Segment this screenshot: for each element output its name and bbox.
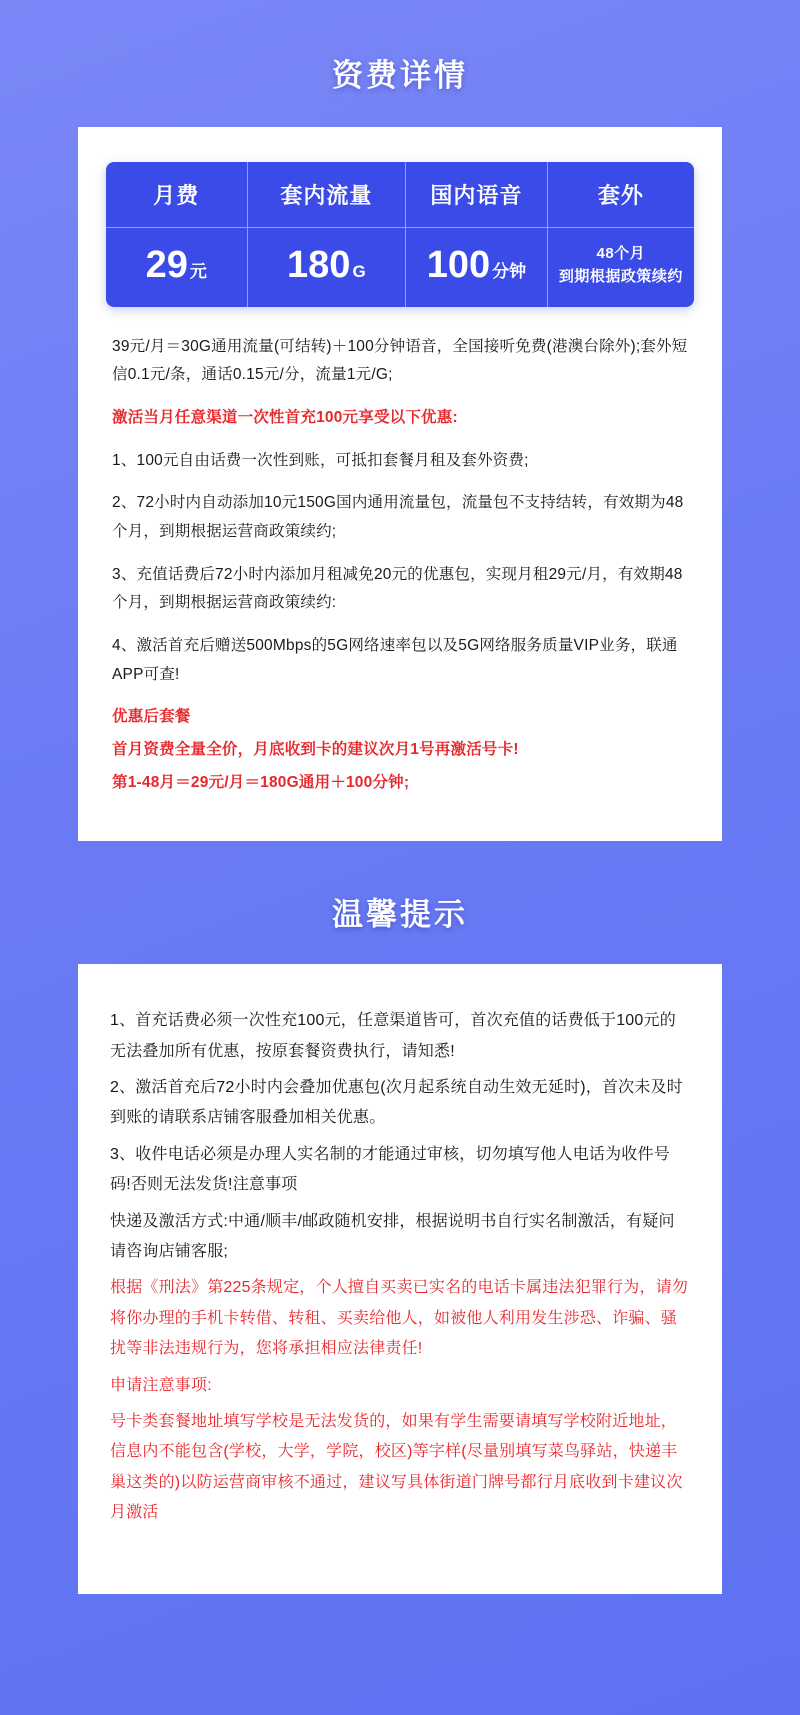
fee-card [78,127,722,841]
fee-paragraph-1: 激活当月任意渠道一次性首充100元享受以下优惠: [112,408,458,426]
value-monthly-fee: 29 [145,243,188,286]
page-title-tips: 温馨提示 [332,897,468,933]
unit-voice: 分钟 [492,261,527,281]
tips-paragraph-3: 快递及激活方式:中通/顺丰/邮政随机安排，根据说明书自行实名制激活，有疑问请咨询店铺客服; [110,1212,675,1260]
tips-description [110,1006,690,1528]
fee-paragraph-2: 1、100元自由话费一次性到账，可抵扣套餐月租及套外资费; [112,451,529,469]
column-header-voice: 国内语音 [406,162,548,228]
value-voice: 100 [426,243,491,286]
plan-table-header-row [106,162,694,228]
value-outside-line1: 48个月 [596,245,646,262]
fee-paragraph-5: 4、激活首充后赠送500Mbps的5G网络速率包以及5G网络服务质量VIP业务，联通APP可查! [112,636,678,683]
fee-description [106,333,694,798]
column-header-data: 套内流量 [247,162,406,228]
column-header-monthly-fee: 月费 [106,162,247,228]
cell-outside [547,228,694,307]
fee-paragraph-4: 3、充值话费后72小时内添加月租减免20元的优惠包，实现月租29元/月，有效期48个月，到期根据运营商政策续约: [112,565,683,612]
tips-paragraph-0: 1、首充话费必须一次性充100元，任意渠道皆可，首次充值的话费低于100元的无法叠加所有优惠，按原套餐资费执行，请知悉! [110,1012,676,1060]
bottom-spacer [0,1594,800,1634]
plan-table-value-row [106,228,694,307]
value-data: 180 [287,243,351,286]
fee-paragraph-0: 39元/月＝30G通用流量(可结转)＋100分钟语音，全国接听免费(港澳台除外);套外短信0.1元/条，通话0.15元/分，流量1元/G; [112,337,688,384]
unit-monthly-fee: 元 [189,261,207,281]
cell-voice [406,228,548,307]
tips-paragraph-5: 申请注意事项: [110,1376,212,1394]
plan-table [106,162,694,307]
tips-paragraph-4: 根据《刑法》第225条规定，个人擅自买卖已实名的电话卡属违法犯罪行为，请勿将你办理的手机卡转借、转租、买卖给他人，如被他人利用发生涉恐、诈骗、骚扰等非法违规行为，您将承担相应法律责任! [110,1279,689,1358]
tips-paragraph-6: 号卡类套餐地址填写学校是无法发货的，如果有学生需要请填写学校附近地址，信息内不能包含(学校，大学，学院，校区)等字样(尽量别填写菜鸟驿站，快递丰巢这类的)以防运营商审核不通过，建议写具体街道门牌号都行月底收到卡建议次月激活 [110,1412,683,1522]
cell-monthly-fee [106,228,247,307]
tips-card [78,964,722,1594]
page-title-fee: 资费详情 [332,58,468,93]
cell-data [247,228,406,307]
value-outside-line2: 到期根据政策续约 [558,268,683,286]
fee-paragraph-7: 首月资费全量全价，月底收到卡的建议次月1号再激活号卡! [112,740,519,758]
fee-paragraph-6: 优惠后套餐 [112,708,191,726]
fee-paragraph-3: 2、72小时内自动添加10元150G国内通用流量包，流量包不支持结转，有效期为48个月，到期根据运营商政策续约; [112,494,684,540]
fee-paragraph-8: 第1-48月＝29元/月＝180G通用＋100分钟; [112,773,410,791]
tips-paragraph-1: 2、激活首充后72小时内会叠加优惠包(次月起系统自动生效无延时)，首次未及时到账的请联系店铺客服叠加相关优惠。 [110,1079,683,1127]
column-header-outside: 套外 [547,162,694,228]
tips-paragraph-2: 3、收件电话必须是办理人实名制的才能通过审核，切勿填写他人电话为收件号码!否则无法发货!注意事项 [110,1145,670,1194]
unit-data: G [352,261,366,281]
